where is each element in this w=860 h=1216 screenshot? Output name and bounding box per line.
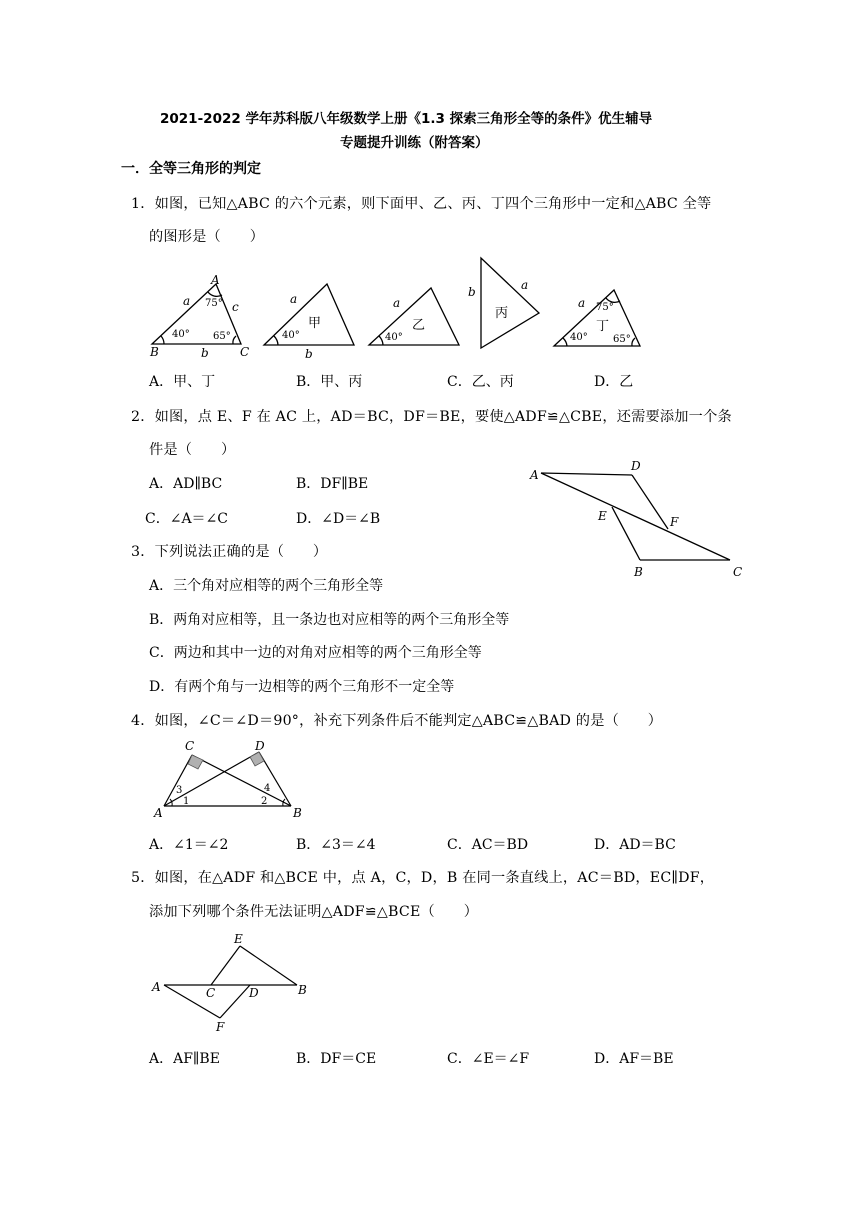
question-5-text-cont: 添加下列哪个条件无法证明△ADF≌△BCE（ ） <box>149 904 479 920</box>
question-2-text: 2．如图，点 E、F 在 AC 上，AD＝BC，DF＝BE，要使△ADF≌△CBE，还需要添加一个条 <box>131 409 732 425</box>
q4-option-c[interactable]: C．AC＝BD <box>447 837 529 853</box>
vertex-label-a: A <box>211 273 220 287</box>
angle-number-1: 1 <box>183 796 190 807</box>
q2-option-d[interactable]: D．∠D＝∠B <box>296 511 381 527</box>
side-label-a: a <box>521 278 529 292</box>
side-label-a: a <box>290 292 298 306</box>
angle-label: 75° <box>205 298 223 309</box>
point-label-b: B <box>298 983 307 997</box>
side-label-a: a <box>183 294 191 308</box>
angle-label: 75° <box>596 302 614 313</box>
point-label-c: C <box>185 739 195 753</box>
section-heading: 一．全等三角形的判定 <box>121 161 261 177</box>
angle-label: 40° <box>570 332 588 343</box>
point-label-d: D <box>255 739 265 753</box>
q2-option-b[interactable]: B．DF∥BE <box>296 476 369 492</box>
q1-option-c[interactable]: C．乙、丙 <box>447 374 514 390</box>
point-label-d: D <box>249 986 259 1000</box>
angle-number-3: 3 <box>176 785 183 796</box>
question-3-text: 3．下列说法正确的是（ ） <box>131 544 328 560</box>
triangle-name-ding: 丁 <box>596 319 610 334</box>
q2-option-c[interactable]: C．∠A＝∠C <box>145 511 228 527</box>
question-1-text-cont: 的图形是（ ） <box>149 229 265 245</box>
angle-number-4: 4 <box>264 783 271 794</box>
q1-option-d[interactable]: D．乙 <box>594 374 634 390</box>
q3-option-a[interactable]: A．三个角对应相等的两个三角形全等 <box>149 578 384 594</box>
point-label-a: A <box>530 468 539 482</box>
point-label-b: B <box>293 806 302 820</box>
point-label-e: E <box>598 509 607 523</box>
q1-option-a[interactable]: A．甲、丁 <box>149 374 216 390</box>
angle-number-2: 2 <box>261 796 268 807</box>
side-label-b: b <box>305 347 313 361</box>
q1-option-b[interactable]: B．甲、丙 <box>296 374 363 390</box>
point-label-a: A <box>152 980 161 994</box>
q5-option-c[interactable]: C．∠E＝∠F <box>447 1051 530 1067</box>
side-label-a: a <box>393 296 401 310</box>
question-1-text: 1．如图，已知△ABC 的六个元素，则下面甲、乙、丙、丁四个三角形中一定和△ABC 全等 <box>131 196 712 212</box>
vertex-label-b: B <box>150 345 159 359</box>
point-label-a: A <box>154 806 163 820</box>
question-4-text: 4．如图，∠C＝∠D＝90°，补充下列条件后不能判定△ABC≌△BAD 的是（ ） <box>131 713 663 729</box>
q2-option-a[interactable]: A．AD∥BC <box>149 476 223 492</box>
angle-label: 40° <box>172 329 190 340</box>
q4-option-b[interactable]: B．∠3＝∠4 <box>296 837 376 853</box>
q4-option-d[interactable]: D．AD＝BC <box>594 837 676 853</box>
point-label-c: C <box>733 565 743 579</box>
q4-option-a[interactable]: A．∠1＝∠2 <box>149 837 229 853</box>
point-label-f: F <box>216 1020 225 1034</box>
side-label-a: a <box>578 296 586 310</box>
triangle-name-bing: 丙 <box>495 306 509 321</box>
q3-option-b[interactable]: B．两角对应相等，且一条边也对应相等的两个三角形全等 <box>149 612 510 628</box>
q5-option-a[interactable]: A．AF∥BE <box>149 1051 220 1067</box>
angle-label: 40° <box>385 332 403 343</box>
q5-option-b[interactable]: B．DF＝CE <box>296 1051 377 1067</box>
point-label-b: B <box>634 565 643 579</box>
triangle-name-jia: 甲 <box>308 316 322 331</box>
side-label-c: c <box>232 300 239 314</box>
line-ce <box>211 946 240 985</box>
triangle-name-yi: 乙 <box>412 318 426 333</box>
line-fd <box>220 985 250 1018</box>
point-label-c: C <box>206 986 216 1000</box>
q3-option-c[interactable]: C．两边和其中一边的对角对应相等的两个三角形全等 <box>149 645 482 661</box>
page-subtitle: 专题提升训练（附答案） <box>340 135 489 151</box>
side-label-b: b <box>468 285 476 299</box>
angle-label: 65° <box>613 334 631 345</box>
q3-option-d[interactable]: D．有两个角与一边相等的两个三角形不一定全等 <box>149 679 455 695</box>
question-5-text: 5．如图，在△ADF 和△BCE 中，点 A，C，D，B 在同一条直线上，AC＝BD，EC∥DF， <box>131 870 715 886</box>
side-label-b: b <box>201 346 209 360</box>
page-title: 2021-2022 学年苏科版八年级数学上册《1.3 探索三角形全等的条件》优生辅导 <box>160 111 653 127</box>
point-label-d: D <box>631 459 641 473</box>
vertex-label-c: C <box>240 345 250 359</box>
angle-label: 40° <box>282 330 300 341</box>
angle-label: 65° <box>213 331 231 342</box>
line-eb <box>240 946 297 985</box>
point-label-f: F <box>670 515 679 529</box>
point-label-e: E <box>234 932 243 946</box>
q5-option-d[interactable]: D．AF＝BE <box>594 1051 674 1067</box>
question-2-text-cont: 件是（ ） <box>149 442 236 458</box>
